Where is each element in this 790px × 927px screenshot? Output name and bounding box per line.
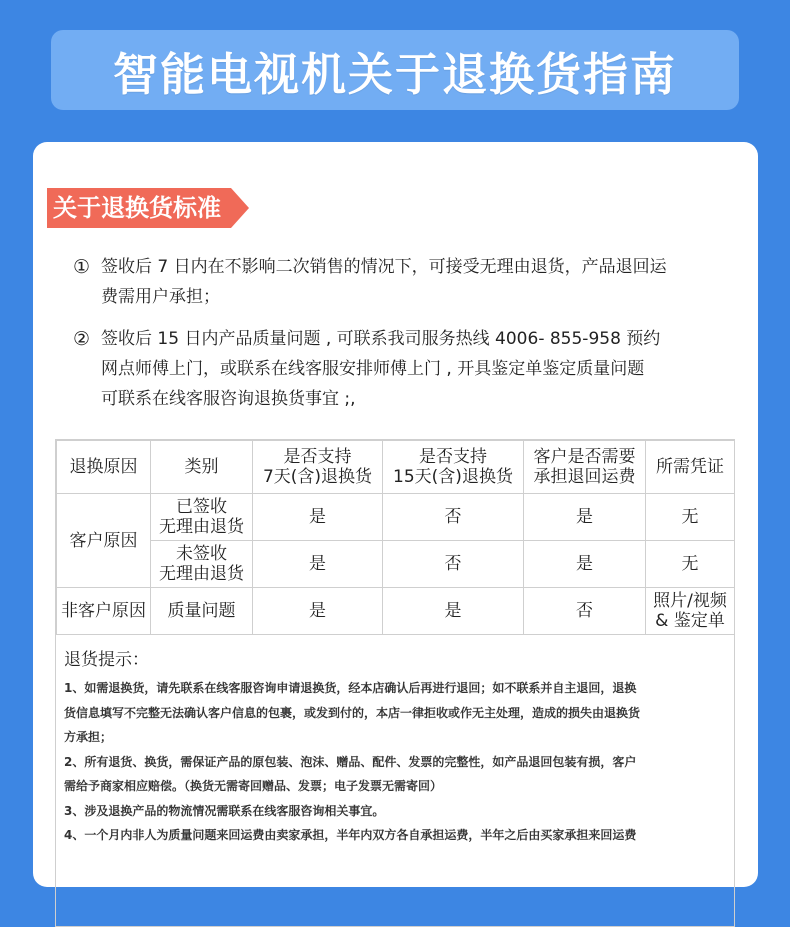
cell-15day: 否: [383, 541, 524, 588]
policy-table: [56, 440, 735, 635]
tips-line: 2、所有退货、换货，需保证产品的原包装、泡沫、赠品、配件、发票的完整性，如产品退回包装有损，客户: [64, 754, 637, 769]
header-category: 类别: [151, 441, 253, 494]
rule-line: 签收后 15 日内产品质量问题 , 可联系我司服务热线 4006- 855-958 预约: [101, 329, 661, 349]
cell-category-line2: 无理由退货: [159, 517, 244, 537]
table-row: [57, 494, 735, 541]
title-banner: [51, 30, 739, 110]
table-row: [57, 541, 735, 588]
rule-item: [73, 324, 733, 414]
tips-title: 退货提示：: [64, 650, 149, 670]
table-row: [57, 588, 735, 635]
cell-proof: 无: [646, 494, 735, 541]
tips-line: 方承担；: [64, 730, 113, 744]
cell-category: [151, 494, 253, 541]
cell-category-line1: 未签收: [176, 544, 227, 564]
tips-line: 3、涉及退换产品的物流情况需联系在线客服咨询相关事宜。: [64, 803, 385, 818]
cell-freight: 否: [524, 588, 646, 635]
cell-category-line2: 无理由退货: [159, 564, 244, 584]
rule-line: 网点师傅上门，或联系在线客服安排师傅上门 , 开具鉴定单鉴定质量问题: [101, 359, 645, 379]
cell-proof: 无: [646, 541, 735, 588]
cell-proof-line2: & 鉴定单: [655, 611, 725, 631]
cell-7day: 是: [253, 494, 383, 541]
cell-category-line1: 已签收: [176, 497, 227, 517]
rule-line: 费需用户承担；: [101, 287, 220, 307]
header-reason: 退换原因: [57, 441, 151, 494]
rules-list: [73, 252, 733, 426]
rule-item: [73, 252, 733, 312]
tips-line: 货信息填写不完整无法确认客户信息的包裹，或发到付的，本店一律拒收或作无主处理，造成的损失由退换货: [64, 705, 641, 720]
header-7day-line1: 是否支持: [283, 447, 352, 467]
cell-7day: 是: [253, 588, 383, 635]
tips-line: 1、如需退换货，请先联系在线客服咨询申请退换货，经本店确认后再进行退回；如不联系并自主退回，退换: [64, 681, 637, 695]
section-ribbon: [47, 188, 249, 228]
cell-category: [151, 541, 253, 588]
header-freight-line2: 承担退回运费: [533, 467, 636, 487]
content-card: [33, 142, 758, 887]
return-tips: [56, 635, 734, 848]
page-title: 智能电视机关于退换货指南: [112, 47, 677, 101]
cell-freight: 是: [524, 494, 646, 541]
cell-15day: 否: [383, 494, 524, 541]
return-policy-grid: [55, 439, 735, 927]
cell-7day: 是: [253, 541, 383, 588]
header-15day-line1: 是否支持: [419, 447, 487, 467]
header-freight-line1: 客户是否需要: [533, 447, 636, 467]
rule-line: 签收后 7 日内在不影响二次销售的情况下，可接受无理由退货，产品退回运: [101, 257, 667, 277]
cell-category: 质量问题: [151, 588, 253, 635]
header-15day: [383, 441, 524, 494]
section-ribbon-label: 关于退换货标准: [47, 188, 231, 228]
rule-number: ①: [73, 256, 91, 278]
header-15day-line2: 15天(含)退换货: [393, 467, 513, 487]
rule-number: ②: [73, 328, 91, 350]
cell-reason: 非客户原因: [57, 588, 151, 635]
cell-proof-line1: 照片/视频: [653, 591, 727, 611]
cell-15day: 是: [383, 588, 524, 635]
ribbon-arrow-icon: [231, 188, 249, 228]
tips-line: 4、一个月内非人为质量问题来回运费由卖家承担，半年内双方各自承担运费，半年之后由买家承担来回运费: [64, 828, 637, 842]
table-header-row: [57, 441, 735, 494]
tips-line: 需给予商家相应赔偿。（换货无需寄回赠品、发票；电子发票无需寄回）: [64, 779, 443, 793]
header-freight: [524, 441, 646, 494]
header-7day: [253, 441, 383, 494]
header-7day-line2: 7天(含)退换货: [262, 467, 373, 487]
header-proof: 所需凭证: [646, 441, 735, 494]
cell-freight: 是: [524, 541, 646, 588]
cell-proof: [646, 588, 735, 635]
cell-reason: 客户原因: [57, 494, 151, 588]
rule-line: 可联系在线客服咨询退换货事宜 ;,: [101, 389, 356, 409]
